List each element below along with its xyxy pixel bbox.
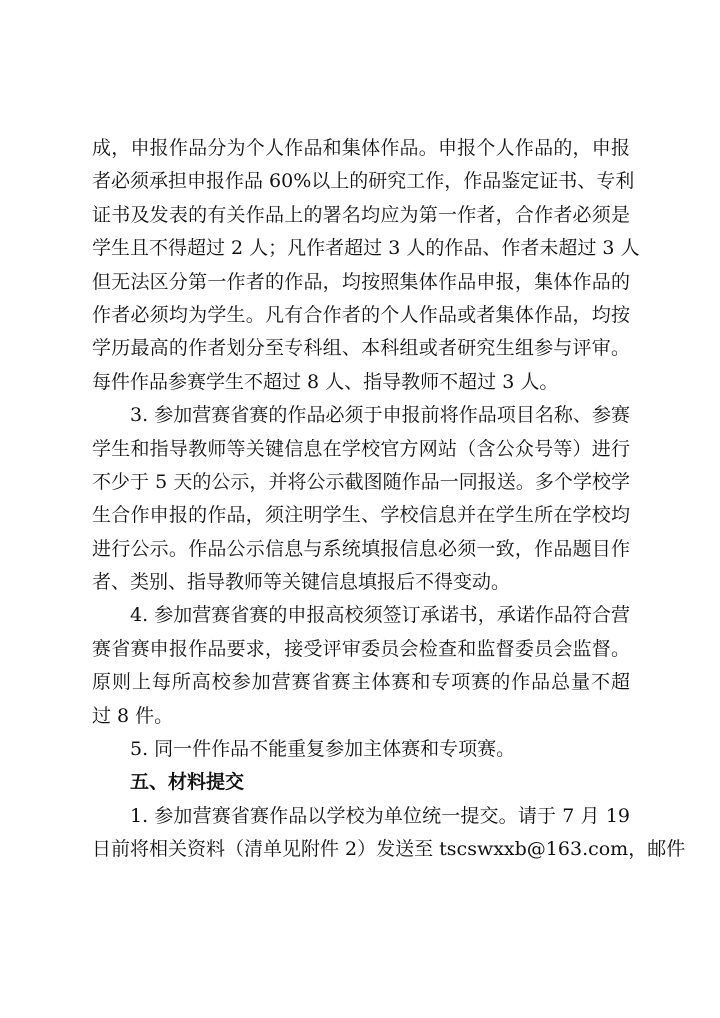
text-line: 者必须承担申报作品 60%以上的研究工作，作品鉴定证书、专利 [92, 170, 635, 193]
text-line: 不少于 5 天的公示，并将公示截图随作品一同报送。多个学校学 [92, 470, 630, 493]
text-line: 但无法区分第一作者的作品，均按照集体作品申报，集体作品的 [92, 270, 630, 293]
text-line: 学生且不得超过 2 人；凡作者超过 3 人的作品、作者未超过 3 人 [92, 237, 640, 260]
text-line: 学生和指导教师等关键信息在学校官方网站（含公众号等）进行 [92, 437, 630, 460]
text-line: 作者必须均为学生。凡有合作者的个人作品或者集体作品，均按 [92, 303, 630, 326]
text-line: 成，申报作品分为个人作品和集体作品。申报个人作品的，申报 [92, 137, 630, 159]
text-line: 3. 参加营赛省赛的作品必须于申报前将作品项目名称、参赛 [130, 404, 630, 427]
text-line: 原则上每所高校参加营赛省赛主体赛和专项赛的作品总量不超 [92, 671, 630, 694]
text-line: 赛省赛申报作品要求，接受评审委员会检查和监督委员会监督。 [92, 637, 630, 660]
document-body [92, 132, 686, 867]
text-line: 过 8 件。 [92, 704, 174, 727]
text-line: 每件作品参赛学生不超过 8 人、指导教师不超过 3 人。 [92, 370, 559, 393]
text-line: 4. 参加营赛省赛的申报高校须签订承诺书，承诺作品符合营 [130, 604, 630, 627]
text-line: 1. 参加营赛省赛作品以学校为单位统一提交。请于 7 月 19 [130, 804, 630, 827]
text-line: 进行公示。作品公示信息与系统填报信息必须一致，作品题目作 [92, 537, 630, 560]
text-line: 生合作申报的作品，须注明学生、学校信息并在学生所在学校均 [92, 504, 630, 527]
text-line: 5. 同一件作品不能重复参加主体赛和专项赛。 [130, 738, 516, 761]
text-line: 日前将相关资料（清单见附件 2）发送至 tscswxxb@163.com，邮件 [92, 838, 686, 861]
text-line: 证书及发表的有关作品上的署名均应为第一作者，合作者必须是 [92, 203, 630, 226]
section-heading: 五、材料提交 [130, 771, 245, 794]
text-line: 学历最高的作者划分至专科组、本科组或者研究生组参与评审。 [92, 337, 630, 360]
text-line: 者、类别、指导教师等关键信息填报后不得变动。 [92, 571, 511, 594]
